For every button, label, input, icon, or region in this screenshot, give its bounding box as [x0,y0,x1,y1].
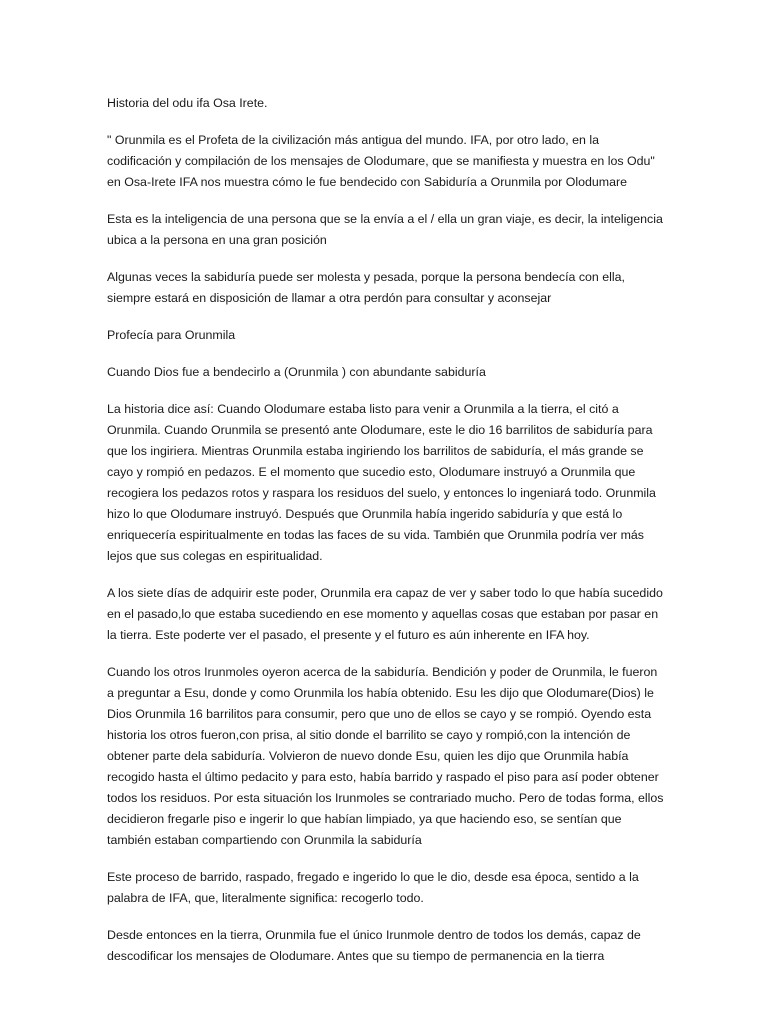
paragraph-sabiduria: Algunas veces la sabiduría puede ser molesta y pesada, porque la persona bendecía con ella, siempre estará en disposición de llamar a otra perdón para consultar y aconsejar [107,270,625,305]
paragraph-proceso: Este proceso de barrido, raspado, fregado e ingerido lo que le dio, desde esa época, sentido a la palabra de IFA, que, literalmente significa: recogerlo todo. [107,870,639,905]
paragraph-intro: " Orunmila es el Profeta de la civilización más antigua del mundo. IFA, por otro lado, en la codificación y compilación de los mensajes de Olodumare, que se manifiesta y muestra en los Odu" en Osa-Irete IFA nos muestra cómo le fue bendecido con Sabiduría a Orunmila por Olodumare [107,133,655,189]
paragraph-desde-entonces: Desde entonces en la tierra, Orunmila fue el único Irunmole dentro de todos los demás, capaz de descodificar los mensajes de Olodumare. Antes que su tiempo de permanencia en la tierra [107,928,641,963]
section-subheading: Cuando Dios fue a bendecirlo a (Orunmila ) con abundante sabiduría [107,365,486,379]
document-title: Historia del odu ifa Osa Irete. [107,96,268,110]
document-page [107,93,667,983]
paragraph-inteligencia: Esta es la inteligencia de una persona que se la envía a el / ella un gran viaje, es decir, la inteligencia ubica a la persona en una gran posición [107,212,663,247]
section-heading-profecia: Profecía para Orunmila [107,328,236,342]
paragraph-siete-dias: A los siete días de adquirir este poder, Orunmila era capaz de ver y saber todo lo que había sucedido en el pasado,lo que estaba sucediendo en ese momento y aquellas cosas que estaban por pasar en la tierra. Este poderte ver el pasado, el presente y el futuro es aún inherente en IFA hoy. [107,586,663,642]
paragraph-historia: La historia dice así: Cuando Olodumare estaba listo para venir a Orunmila a la tierra, el citó a Orunmila. Cuando Orunmila se presentó ante Olodumare, este le dio 16 barrilitos de sabiduría para que los ingiriera. Mientras Orunmila estaba ingiriendo los barrilitos de sabiduría, el más grande se cayo y rompió en pedazos. E el momento que sucedio esto, Olodumare instruyó a Orunmila que recogiera los pedazos rotos y raspara los residuos del suelo, y entonces lo ingeniará todo. Orunmila hizo lo que Olodumare instruyó. Después que Orunmila había ingerido sabiduría y que está lo enriquecería espiritualmente en todas las faces de su vida. También que Orunmila podría ver más lejos que sus colegas en espiritualidad. [107,402,656,563]
paragraph-irunmoles: Cuando los otros Irunmoles oyeron acerca de la sabiduría. Bendición y poder de Orunmila, le fueron a preguntar a Esu, donde y como Orunmila los había obtenido. Esu les dijo que Olodumare(Dios) le Dios Orunmila 16 barrilitos para consumir, pero que uno de ellos se cayo y se rompió. Oyendo esta historia los otros fueron,con prisa, al sitio donde el barrilito se cayo y rompió,con la intención de obtener parte dela sabiduría. Volvieron de nuevo donde Esu, quien les dijo que Orunmila había recogido hasta el último pedacito y para esto, había barrido y raspado el piso para así poder obtener todos los residuos. Por esta situación los Irunmoles se contrariado mucho. Pero de todas forma, ellos decidieron fregarle piso e ingerir lo que habían limpiado, ya que haciendo eso, se sentían que también estaban compartiendo con Orunmila la sabiduría [107,665,664,847]
